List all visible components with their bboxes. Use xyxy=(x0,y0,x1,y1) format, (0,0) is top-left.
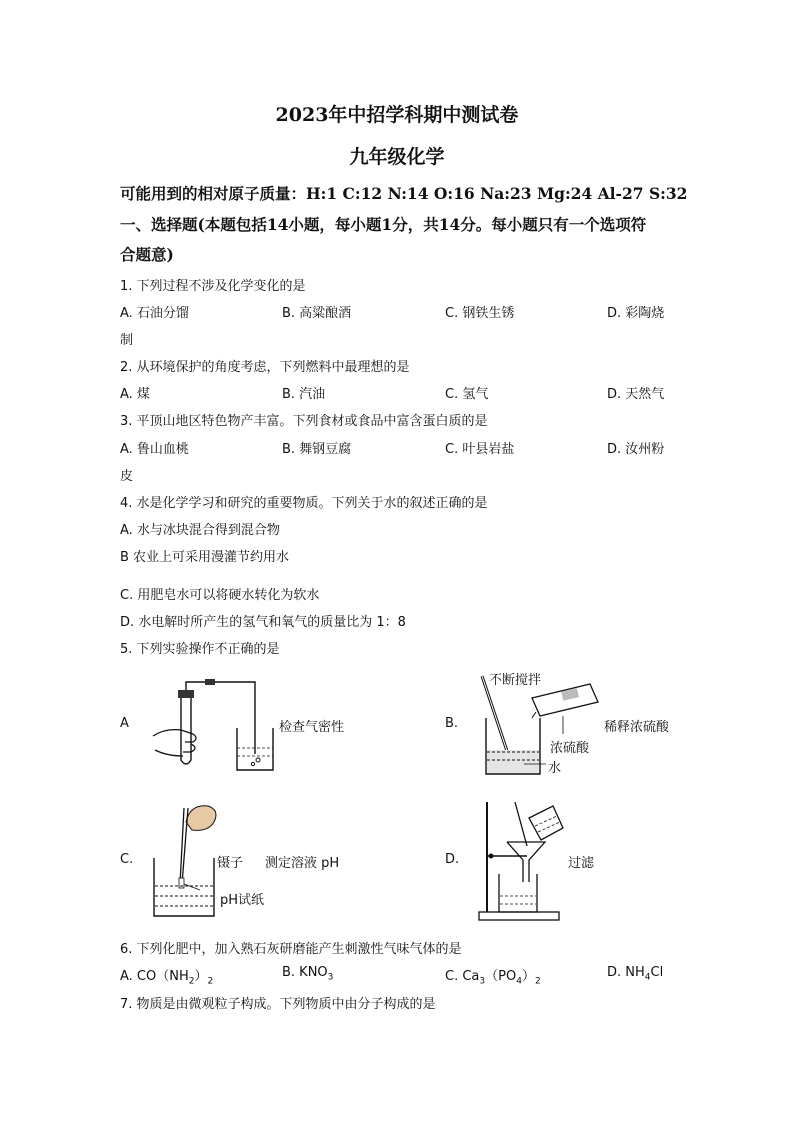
q6-option-d: D. $NH_4Cl$ xyxy=(607,965,664,983)
q4-option-a: A. 水与冰块混合得到混合物 xyxy=(120,523,280,538)
q1-option-c: C. 钢铁生锈 xyxy=(445,306,515,321)
section-heading-line2: 合题意) xyxy=(120,245,174,264)
q3-option-d-wrap: 皮 xyxy=(120,469,134,484)
q5-b-caption: 稀释浓硫酸 xyxy=(604,720,670,735)
q5-d-caption: 过滤 xyxy=(568,856,595,871)
q5-d-label: D. xyxy=(445,852,460,867)
q6-option-b: B. $KNO_3$ xyxy=(282,965,334,983)
q5-a-label: A xyxy=(120,716,129,731)
q3-option-b: B. 舞钢豆腐 xyxy=(282,442,352,457)
q4-option-c: C. 用肥皂水可以将硬水转化为软水 xyxy=(120,588,320,603)
q1-option-d-wrap: 制 xyxy=(120,333,134,348)
q3-option-c: C. 叶县岩盐 xyxy=(445,442,515,457)
q5-b-label: B. xyxy=(445,716,459,731)
q7-stem: 7. 物质是由微观粒子构成。下列物质中由分子构成的是 xyxy=(120,997,436,1012)
q3-stem: 3. 平顶山地区特色物产丰富。下列食材或食品中富含蛋白质的是 xyxy=(120,414,488,429)
filtration-apparatus xyxy=(475,798,570,923)
q1-option-d: D. 彩陶烧 xyxy=(607,306,665,321)
section-heading-line1: 一、选择题(本题包括14小题，每小题1分，共14分。每小题只有一个选项符 xyxy=(120,215,647,234)
acid-dilution-apparatus xyxy=(470,672,605,777)
atomic-masses: 可能用到的相对原子质量：H:1 C:12 N:14 O:16 Na:23 Mg:24 Al-27 S:32 xyxy=(120,184,688,203)
q4-option-b: B 农业上可采用漫灌节约用水 xyxy=(120,550,290,565)
q2-option-a: A. 煤 xyxy=(120,387,150,402)
exam-subtitle: 九年级化学 xyxy=(349,146,445,168)
q5-c-tweezers-label: 镊子 xyxy=(217,856,244,871)
q1-stem: 1. 下列过程不涉及化学变化的是 xyxy=(120,279,306,294)
q5-b-stir-label: 不断搅拌 xyxy=(489,673,542,688)
q3-option-a: A. 鲁山血桃 xyxy=(120,442,189,457)
exam-title: 2023年中招学科期中测试卷 xyxy=(275,104,519,126)
q5-c-caption: 测定溶液 pH xyxy=(265,856,340,871)
q4-stem: 4. 水是化学学习和研究的重要物质。下列关于水的叙述正确的是 xyxy=(120,496,488,511)
q6-option-a: A. $CO(NH_2)_2$ xyxy=(120,969,214,987)
q1-option-a: A. 石油分馏 xyxy=(120,306,189,321)
q3-option-d: D. 汝州粉 xyxy=(607,442,665,457)
q5-c-label: C. xyxy=(120,852,134,867)
q2-option-b: B. 汽油 xyxy=(282,387,326,402)
q5-c-paper-label: pH试纸 xyxy=(220,893,265,908)
airtightness-apparatus xyxy=(145,676,275,776)
q1-option-b: B. 高粱酿酒 xyxy=(282,306,352,321)
q6-stem: 6. 下列化肥中，加入熟石灰研磨能产生刺激性气味气体的是 xyxy=(120,942,462,957)
q4-option-d: D. 水电解时所产生的氢气和氧气的质量比为 1：8 xyxy=(120,615,406,630)
ph-test-apparatus xyxy=(150,800,225,920)
q2-option-c: C. 氢气 xyxy=(445,387,489,402)
q5-b-acid-label: 浓硫酸 xyxy=(550,741,590,756)
q2-stem: 2. 从环境保护的角度考虑，下列燃料中最理想的是 xyxy=(120,360,410,375)
q5-a-caption: 检查气密性 xyxy=(279,720,345,735)
q5-stem: 5. 下列实验操作不正确的是 xyxy=(120,642,280,657)
q5-b-water-label: 水 xyxy=(548,761,562,776)
q6-option-c: C. $Ca_3(PO_4)_2$ xyxy=(445,969,541,987)
q2-option-d: D. 天然气 xyxy=(607,387,665,402)
